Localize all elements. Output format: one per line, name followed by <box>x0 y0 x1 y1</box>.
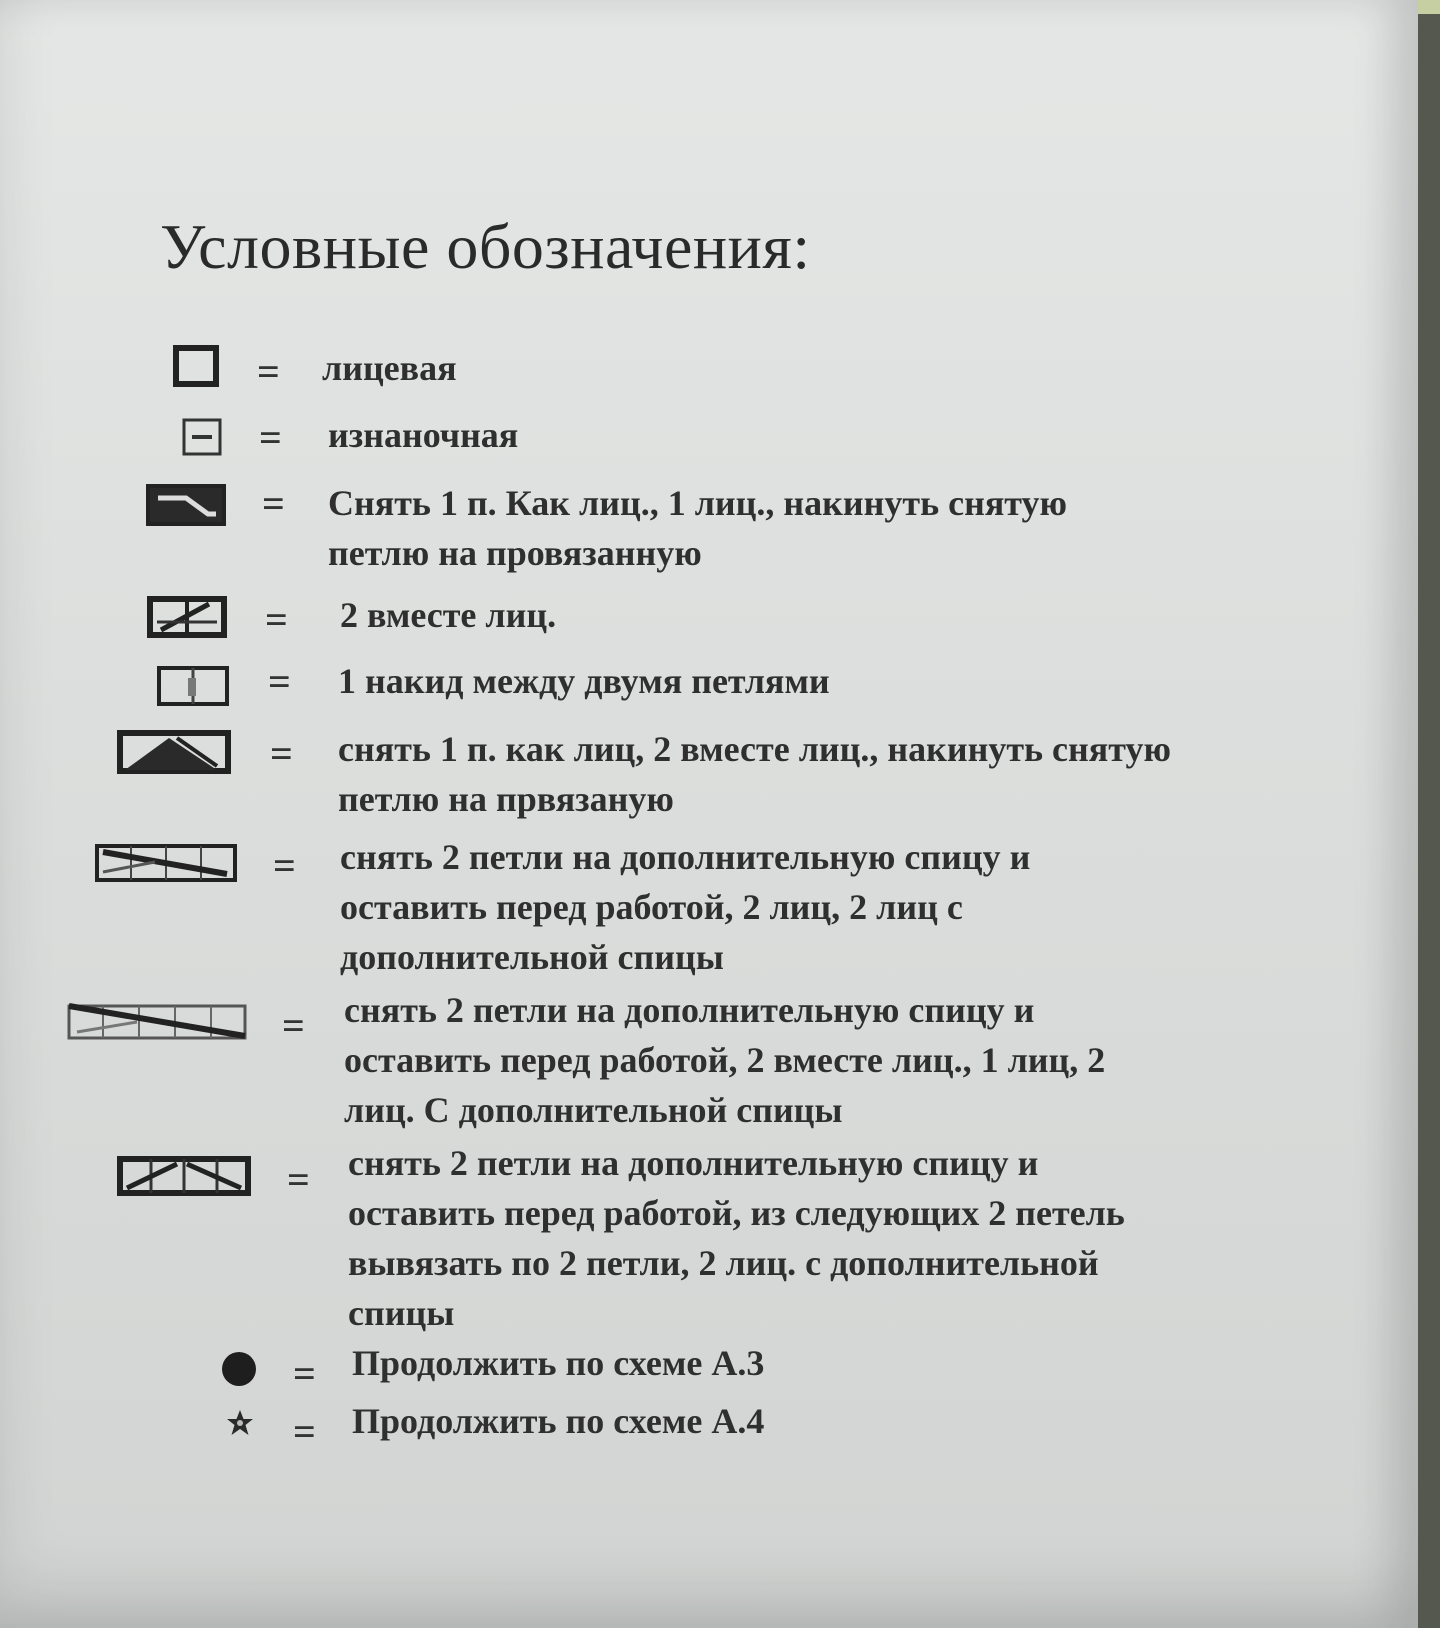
legend-description: снять 2 петли на дополнительную спицу и оставить перед работой, 2 лиц, 2 лиц с дополнительной спицы <box>340 837 1031 977</box>
purl-icon <box>182 418 222 456</box>
cable-increase-icon <box>117 1156 251 1196</box>
slip-knit-pass-icon <box>146 484 226 526</box>
equals-sign: = <box>287 1157 310 1202</box>
legend-description: Снять 1 п. Как лиц., 1 лиц., накинуть снятую петлю на провязанную <box>328 483 1068 573</box>
page-title: Условные обозначения: <box>160 211 811 282</box>
equals-sign: = <box>282 1003 305 1048</box>
legend-description: снять 1 п. как лиц, 2 вместе лиц., накинуть снятую петлю на првязаную <box>338 729 1171 819</box>
equals-sign: = <box>268 659 291 704</box>
slip-k2tog-pass-icon <box>117 730 231 774</box>
equals-sign: = <box>293 1409 316 1454</box>
equals-sign: = <box>259 415 282 460</box>
legend-description: 1 накид между двумя петлями <box>338 661 830 701</box>
k2tog-icon <box>147 596 227 638</box>
equals-sign: = <box>257 349 280 394</box>
equals-sign: = <box>265 597 288 642</box>
star-icon <box>225 1408 255 1438</box>
legend-description: Продолжить по схеме А.4 <box>352 1401 765 1441</box>
equals-sign: = <box>270 731 293 776</box>
equals-sign: = <box>293 1351 316 1396</box>
legend-description: Продолжить по схеме А.3 <box>352 1343 765 1383</box>
cable-4-front-icon <box>95 844 237 882</box>
legend-description: 2 вместе лиц. <box>340 595 557 635</box>
legend-description: лицевая <box>322 348 457 388</box>
legend-description: снять 2 петли на дополнительную спицу и оставить перед работой, из следующих 2 петель вывязать по 2 петли, 2 лиц. с дополнительной спицы <box>348 1143 1125 1333</box>
legend-description: изнаночная <box>328 415 519 455</box>
equals-sign: = <box>273 843 296 888</box>
legend-description: снять 2 петли на дополнительную спицу и оставить перед работой, 2 вместе лиц., 1 лиц, 2 лиц. С дополнительной спицы <box>344 990 1106 1130</box>
yarn-over-between-icon <box>157 666 229 706</box>
dot-icon <box>220 1350 258 1388</box>
square-icon <box>173 345 219 387</box>
equals-sign: = <box>262 481 285 526</box>
cable-5-front-icon <box>67 1002 247 1040</box>
